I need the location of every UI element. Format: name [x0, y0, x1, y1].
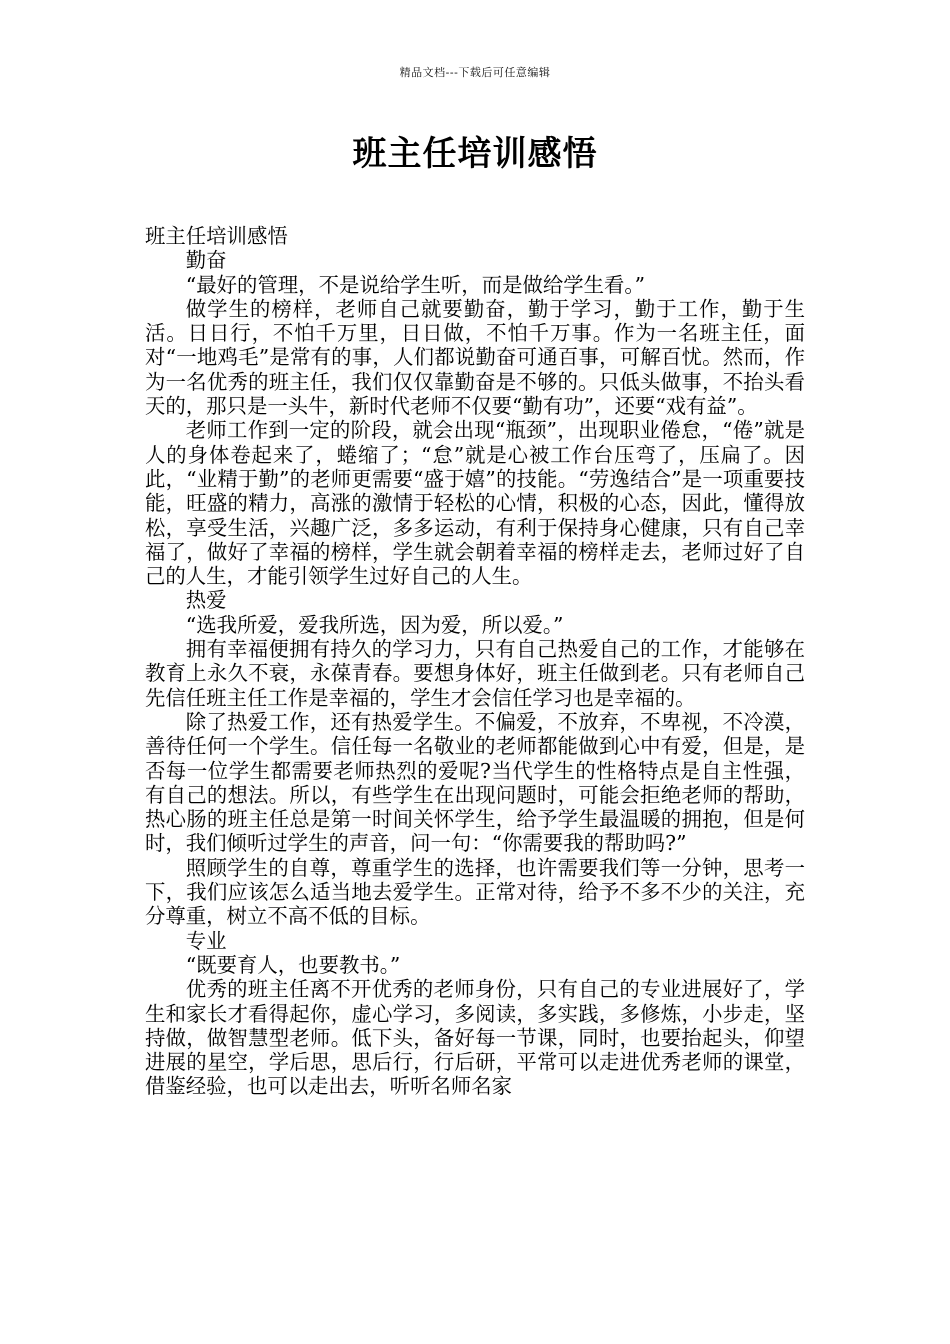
quote-diligence: “最好的管理，不是说给学生听，而是做给学生看。” — [185, 272, 646, 297]
section-heading-professional: 专业 — [185, 928, 227, 953]
quote-professional: “既要育人，也要教书。” — [185, 952, 401, 977]
paragraph: 优秀的班主任离不开优秀的老师身份，只有自己的专业进展好了，学生和家长才看得起你，虚心学习，多阅读，多实践，多修炼，小步走，坚持做，做智慧型老师。低下头，备好每一节课，同时，也要抬起头，仰望进展的星空，学后思，思后行，行后研，平常可以走进优秀老师的课堂，借鉴经验，也可以走出去，听听名师名家 — [145, 977, 805, 1099]
section-heading-love: 热爱 — [185, 588, 227, 613]
header-note: 精品文档---下载后可任意编辑 — [399, 66, 551, 79]
body-subtitle: 班主任培训感悟 — [145, 224, 288, 248]
paragraph: 除了热爱工作，还有热爱学生。不偏爱，不放弃，不卑视，不冷漠，善待任何一个学生。信任每一名敬业的老师都能做到心中有爱，但是，是否每一位学生都需要老师热烈的爱呢?当代学生的性格特点是自主性强，有自己的想法。所以，有些学生在出现问题时，可能会拒绝老师的帮助，热心肠的班主任总是第一时间关怀学生，给予学生最温暖的拥抱，但是何时，我们倾听过学生的声音，问一句：“你需要我的帮助吗?” — [145, 709, 805, 856]
quote-love: “选我所爱，爱我所选，因为爱，所以爱。” — [185, 612, 564, 637]
paragraph: 做学生的榜样，老师自己就要勤奋，勤于学习，勤于工作，勤于生活。日日行，不怕千万里，日日做，不怕千万事。作为一名班主任，面对“一地鸡毛”是常有的事，人们都说勤奋可通百事，可解百忧。然而，作为一名优秀的班主任，我们仅仅靠勤奋是不够的。只低头做事，不抬头看天的，那只是一头牛，新时代老师不仅要“勤有功”，还要“戏有益”。 — [145, 296, 805, 419]
paragraph: 老师工作到一定的阶段，就会出现“瓶颈”，出现职业倦怠，“倦”就是人的身体卷起来了，蜷缩了；“怠”就是心被工作台压弯了，压扁了。因此，“业精于勤”的老师更需要“盛于嬉”的技能。“劳逸结合”是一项重要技能，旺盛的精力，高涨的激情于轻松的心情，积极的心态，因此，懂得放松，享受生活，兴趣广泛，多多运动，有利于保持身心健康，只有自己幸福了，做好了幸福的榜样，学生就会朝着幸福的榜样走去，老师过好了自己的人生，才能引领学生过好自己的人生。 — [145, 418, 805, 589]
paragraph: 照顾学生的自尊，尊重学生的选择，也许需要我们等一分钟，思考一下，我们应该怎么适当地去爱学生。正常对待，给予不多不少的关注，充分尊重，树立不高不低的目标。 — [145, 855, 805, 929]
section-heading-diligence: 勤奋 — [185, 248, 227, 273]
document-title: 班主任培训感悟 — [352, 134, 598, 174]
document-body — [145, 224, 805, 1099]
paragraph: 拥有幸福便拥有持久的学习力，只有自己热爱自己的工作，才能够在教育上永久不衰，永葆青春。要想身体好，班主任做到老。只有老师自己先信任班主任工作是幸福的，学生才会信任学习也是幸福的。 — [145, 637, 805, 710]
